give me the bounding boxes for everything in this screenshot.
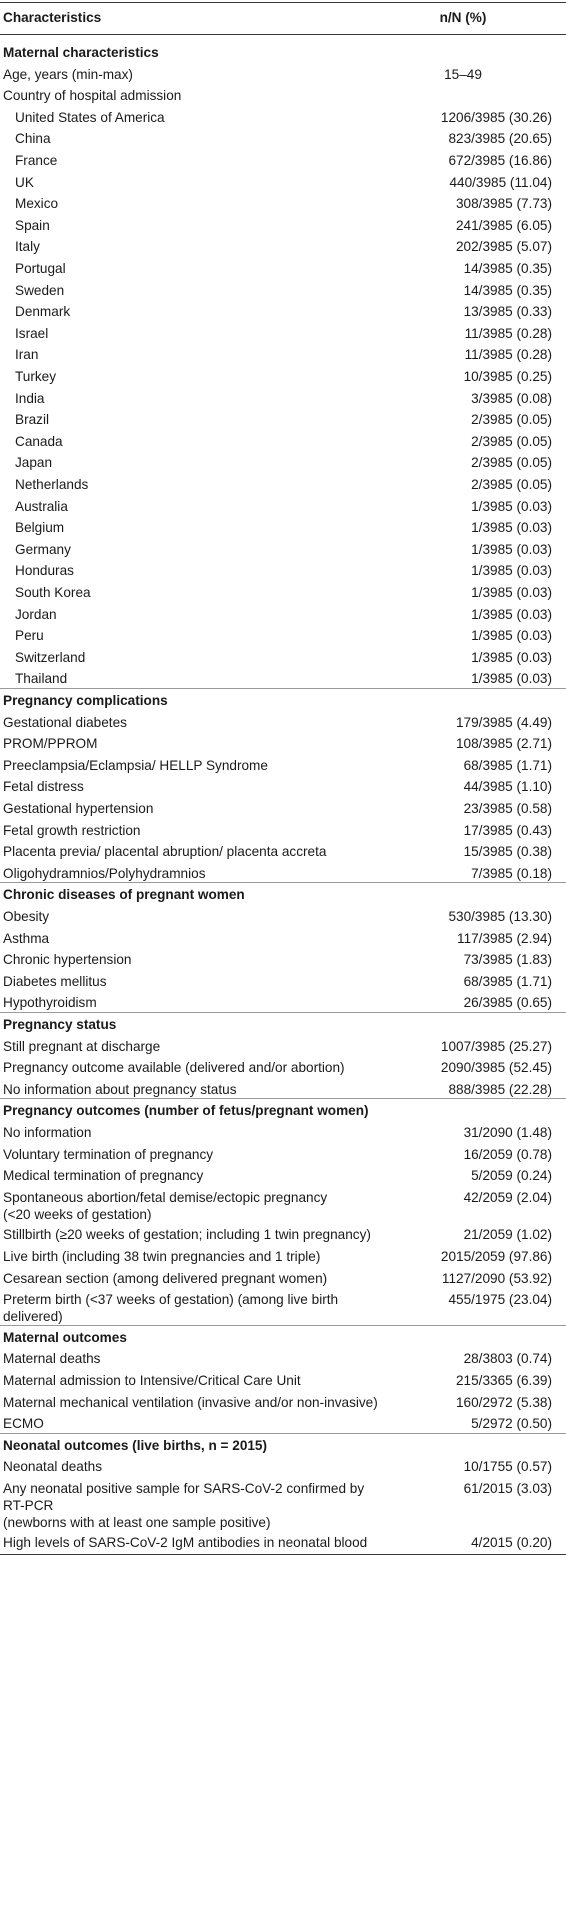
row-value: 1127/2090 (53.92): [441, 1271, 552, 1286]
row-value: 10/1755 (0.57): [463, 1459, 552, 1474]
row-label: [3, 757, 268, 774]
row-label: [15, 217, 50, 234]
row-value: 3/3985 (0.08): [471, 391, 552, 406]
row-label-line: Canada: [15, 434, 63, 449]
row-label-line: (<20 weeks of gestation): [3, 1207, 152, 1222]
row-label-line: Maternal characteristics: [3, 45, 159, 60]
row-label: [3, 951, 131, 968]
row-label: [15, 130, 51, 147]
row-value: 1/3985 (0.03): [471, 607, 552, 622]
row-label-line: Maternal outcomes: [3, 1330, 127, 1345]
row-label-line: Sweden: [15, 283, 65, 298]
row-value: 16/2059 (0.78): [463, 1147, 552, 1162]
row-label-line: RT-PCR: [3, 1498, 54, 1513]
row-label: [15, 238, 40, 255]
section-divider: [0, 882, 566, 883]
row-label-line: Hypothyroidism: [3, 995, 97, 1010]
row-label: [3, 692, 168, 709]
row-label: [15, 670, 67, 687]
row-label-line: Medical termination of pregnancy: [3, 1168, 204, 1183]
row-value: 1/3985 (0.03): [471, 563, 552, 578]
row-label-line: Placenta previa/ placental abruption/ placenta accreta: [3, 844, 327, 859]
row-label-line: South Korea: [15, 585, 91, 600]
row-value: 1/3985 (0.03): [471, 671, 552, 686]
row-label-line: Portugal: [15, 261, 66, 276]
row-label-line: Pregnancy complications: [3, 693, 168, 708]
row-label: [15, 606, 57, 623]
row-label-line: France: [15, 153, 58, 168]
row-value: 23/3985 (0.58): [463, 801, 552, 816]
row-label: [3, 44, 159, 61]
row-label: [3, 800, 153, 817]
row-value: 1007/3985 (25.27): [440, 1039, 552, 1054]
row-label-line: Japan: [15, 455, 53, 470]
row-label: [3, 1248, 320, 1265]
row-label: [15, 519, 64, 536]
row-value: 1/3985 (0.03): [471, 542, 552, 557]
row-value: 108/3985 (2.71): [456, 736, 552, 751]
row-value: 2/3985 (0.05): [471, 434, 552, 449]
row-label-line: Obesity: [3, 909, 50, 924]
row-label-line: Peru: [15, 628, 44, 643]
row-value: 42/2059 (2.04): [463, 1190, 552, 1205]
row-label: [15, 649, 85, 666]
row-label-line: Pregnancy outcomes (number of fetus/pregnant women): [3, 1103, 369, 1118]
row-label-line: Cesarean section (among delivered pregnant women): [3, 1271, 328, 1286]
row-value: 73/3985 (1.83): [463, 952, 552, 967]
row-label: [15, 454, 52, 471]
row-label: [15, 195, 58, 212]
row-label-line: Fetal growth restriction: [3, 823, 141, 838]
row-label-line: Diabetes mellitus: [3, 974, 107, 989]
row-label: [15, 368, 56, 385]
row-label-line: China: [15, 131, 51, 146]
row-label-line: Live birth (including 38 twin pregnancies and 1 triple): [3, 1249, 321, 1264]
row-label-line: delivered): [3, 1309, 63, 1324]
row-label: [3, 843, 326, 860]
row-label: [3, 1270, 327, 1287]
row-label-line: United States of America: [15, 110, 165, 125]
row-label-line: Pregnancy outcome available (delivered and/or abortion): [3, 1060, 345, 1075]
row-label: [3, 1146, 213, 1163]
row-label: [3, 1415, 44, 1432]
row-label-line: Netherlands: [15, 477, 89, 492]
row-label-line: Maternal deaths: [3, 1351, 101, 1366]
row-value: 823/3985 (20.65): [448, 131, 552, 146]
row-value: 26/3985 (0.65): [463, 995, 552, 1010]
row-label: [15, 476, 88, 493]
row-label: [3, 994, 97, 1011]
row-label-line: Gestational hypertension: [3, 801, 154, 816]
header-bottom-rule: [0, 34, 566, 35]
row-label: [3, 886, 245, 903]
row-label: [3, 1329, 127, 1346]
row-label-line: Germany: [15, 542, 71, 557]
row-value: 888/3985 (22.28): [448, 1082, 552, 1097]
row-label-line: UK: [15, 175, 34, 190]
row-label: [15, 282, 64, 299]
row-label-line: No information: [3, 1125, 92, 1140]
row-label-line: Pregnancy status: [3, 1017, 117, 1032]
row-label: [15, 390, 44, 407]
row-label: [15, 152, 57, 169]
row-label-line: Preeclampsia/Eclampsia/ HELLP Syndrome: [3, 758, 268, 773]
row-value: 117/3985 (2.94): [457, 931, 552, 946]
row-value: 15/3985 (0.38): [463, 844, 552, 859]
row-label-line: Age, years (min-max): [3, 67, 133, 82]
row-label-line: PROM/PPROM: [3, 736, 98, 751]
row-label-line: No information about pregnancy status: [3, 1082, 237, 1097]
section-divider: [0, 688, 566, 689]
row-label: [3, 66, 133, 83]
row-label-line: Iran: [15, 347, 39, 362]
row-label-line: Maternal admission to Intensive/Critical Care Unit: [3, 1373, 301, 1388]
row-value: 2090/3985 (52.45): [440, 1060, 552, 1075]
row-label: [15, 325, 48, 342]
row-label-line: Switzerland: [15, 650, 86, 665]
row-label-line: Honduras: [15, 563, 74, 578]
row-label: [15, 303, 70, 320]
row-label: [15, 109, 165, 126]
row-label: [3, 1124, 91, 1141]
row-value: 44/3985 (1.10): [463, 779, 552, 794]
row-label: [3, 865, 206, 882]
row-label-line: India: [15, 391, 45, 406]
row-label: [15, 433, 63, 450]
row-label: [15, 346, 38, 363]
row-value: 1/3985 (0.03): [471, 585, 552, 600]
row-label-line: Neonatal deaths: [3, 1459, 103, 1474]
row-label: [3, 735, 97, 752]
row-label: [3, 1480, 364, 1531]
row-label-line: Brazil: [15, 412, 49, 427]
row-label-line: Israel: [15, 326, 49, 341]
row-value: 672/3985 (16.86): [448, 153, 552, 168]
row-value: 455/1975 (23.04): [448, 1292, 552, 1307]
row-label: [15, 260, 66, 277]
row-label-line: Still pregnant at discharge: [3, 1039, 161, 1054]
row-label-line: Spain: [15, 218, 50, 233]
row-label-line: Spontaneous abortion/fetal demise/ectopic pregnancy: [3, 1190, 328, 1205]
row-label: [3, 1081, 237, 1098]
row-label: [15, 498, 68, 515]
row-value: 4/2015 (0.20): [471, 1535, 552, 1550]
row-label: [3, 1102, 369, 1119]
row-value: 1/3985 (0.03): [471, 499, 552, 514]
row-value: 5/2059 (0.24): [471, 1168, 552, 1183]
row-label-line: ECMO: [3, 1416, 44, 1431]
row-label-line: (newborns with at least one sample positive): [3, 1515, 271, 1530]
row-value: 7/3985 (0.18): [471, 866, 552, 881]
section-divider: [0, 1325, 566, 1326]
row-label: [3, 87, 181, 104]
table-bottom-rule: [0, 1554, 566, 1555]
row-value: 2/3985 (0.05): [471, 455, 552, 470]
row-label-line: Preterm birth (<37 weeks of gestation) (among live birth: [3, 1292, 339, 1307]
row-value: 68/3985 (1.71): [463, 758, 552, 773]
header-characteristics: Characteristics: [3, 10, 102, 25]
header-n-pct: n/N (%): [439, 10, 487, 25]
row-label: [15, 411, 49, 428]
row-label-line: Chronic diseases of pregnant women: [3, 887, 245, 902]
row-value: 308/3985 (7.73): [456, 196, 552, 211]
row-value: 14/3985 (0.35): [463, 261, 552, 276]
row-value: 17/3985 (0.43): [463, 823, 552, 838]
row-label-line: Thailand: [15, 671, 68, 686]
row-label-line: Chronic hypertension: [3, 952, 132, 967]
row-label: [3, 908, 49, 925]
row-label: [3, 973, 107, 990]
section-divider: [0, 1012, 566, 1013]
row-label-line: Turkey: [15, 369, 57, 384]
row-value: 2/3985 (0.05): [471, 477, 552, 492]
row-label: [3, 822, 141, 839]
row-label: [3, 1038, 160, 1055]
row-label: [3, 1372, 301, 1389]
row-label: [3, 1350, 100, 1367]
row-label-line: Fetal distress: [3, 779, 84, 794]
row-value: 1/3985 (0.03): [471, 628, 552, 643]
row-value: 2015/2059 (97.86): [440, 1249, 552, 1264]
row-value: 215/3365 (6.39): [456, 1373, 552, 1388]
table-top-rule: [0, 2, 566, 3]
row-value: 160/2972 (5.38): [456, 1395, 552, 1410]
row-label: [15, 174, 34, 191]
row-value: 21/2059 (1.02): [463, 1227, 552, 1242]
row-value: 14/3985 (0.35): [463, 283, 552, 298]
row-label: [3, 714, 127, 731]
row-label-line: Mexico: [15, 196, 59, 211]
row-value: 2/3985 (0.05): [471, 412, 552, 427]
row-value: 1/3985 (0.03): [471, 650, 552, 665]
row-label: [3, 1534, 367, 1551]
row-value: 68/3985 (1.71): [463, 974, 552, 989]
row-value: 1/3985 (0.03): [471, 520, 552, 535]
row-value: 10/3985 (0.25): [463, 369, 552, 384]
row-value: 28/3803 (0.74): [463, 1351, 552, 1366]
row-label-line: Gestational diabetes: [3, 715, 127, 730]
row-value: 13/3985 (0.33): [463, 304, 552, 319]
row-label: [3, 930, 49, 947]
row-value: 15–49: [444, 67, 482, 82]
row-label: [15, 541, 71, 558]
row-label-line: Denmark: [15, 304, 71, 319]
row-value: 11/3985 (0.28): [464, 326, 552, 341]
row-label-line: High levels of SARS-CoV-2 IgM antibodies in neonatal blood: [3, 1535, 368, 1550]
row-value: 440/3985 (11.04): [449, 175, 552, 190]
row-label: [3, 1437, 267, 1454]
row-label-line: Stillbirth (≥20 weeks of gestation; including 1 twin pregnancy): [3, 1227, 371, 1242]
row-value: 202/3985 (5.07): [456, 239, 552, 254]
row-value: 11/3985 (0.28): [464, 347, 552, 362]
row-label: [3, 1189, 327, 1223]
row-label-line: Belgium: [15, 520, 65, 535]
row-label: [15, 584, 91, 601]
row-value: 61/2015 (3.03): [463, 1481, 552, 1496]
row-label-line: Jordan: [15, 607, 57, 622]
row-value: 31/2090 (1.48): [463, 1125, 552, 1140]
row-label: [3, 778, 84, 795]
row-label: [3, 1167, 203, 1184]
row-label: [15, 627, 44, 644]
row-label: [3, 1059, 345, 1076]
row-label-line: Maternal mechanical ventilation (invasive and/or non-invasive): [3, 1395, 378, 1410]
row-value: 5/2972 (0.50): [471, 1416, 552, 1431]
row-label-line: Voluntary termination of pregnancy: [3, 1147, 214, 1162]
row-label-line: Oligohydramnios/Polyhydramnios: [3, 866, 206, 881]
row-label-line: Australia: [15, 499, 68, 514]
row-label: [3, 1226, 371, 1243]
row-value: 241/3985 (6.05): [456, 218, 552, 233]
section-divider: [0, 1098, 566, 1099]
row-label: [3, 1458, 102, 1475]
row-value: 530/3985 (13.30): [448, 909, 552, 924]
row-label: [3, 1394, 378, 1411]
row-label: [15, 562, 74, 579]
row-value: 179/3985 (4.49): [456, 715, 552, 730]
row-value: 1206/3985 (30.26): [440, 110, 552, 125]
row-label-line: Italy: [15, 239, 40, 254]
row-label-line: Country of hospital admission: [3, 88, 182, 103]
row-label-line: Any neonatal positive sample for SARS-CoV-2 confirmed by: [3, 1481, 365, 1496]
row-label-line: Asthma: [3, 931, 50, 946]
row-label: [3, 1016, 116, 1033]
row-label-line: Neonatal outcomes (live births, n = 2015): [3, 1438, 268, 1453]
section-divider: [0, 1433, 566, 1434]
row-label: [3, 1291, 338, 1325]
